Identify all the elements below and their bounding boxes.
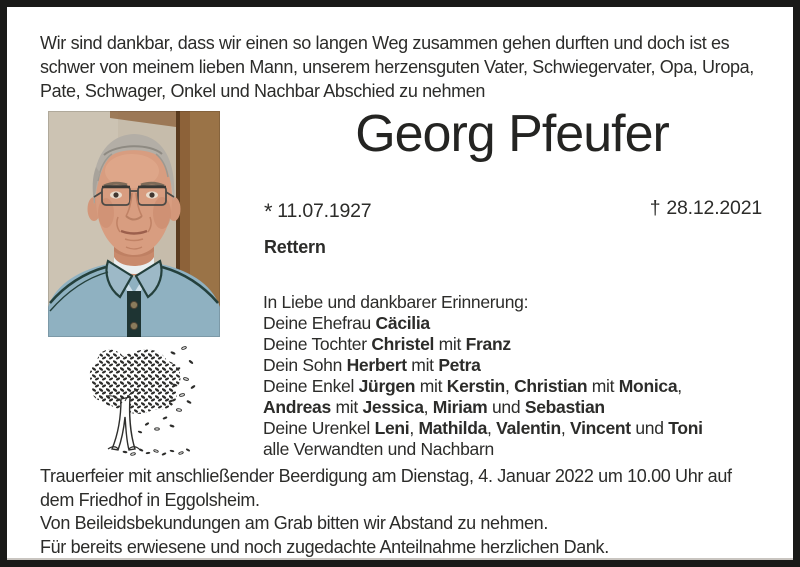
- thanks-line: Für bereits erwiesene und noch zugedachte Anteilnahme herzlichen Dank.: [40, 536, 609, 557]
- family-line-grandchildren-2: Andreas mit Jessica, Miriam und Sebastian: [263, 397, 605, 417]
- death-date-value: 28.12.2021: [666, 197, 762, 219]
- intro-line-1: Wir sind dankbar, dass wir einen so langen Weg zusammen gehen durften und doch ist es: [40, 33, 730, 53]
- family-line-grandchildren-1: Deine Enkel Jürgen mit Kerstin, Christian mit Monica,: [263, 376, 682, 396]
- family-line-daughter: Deine Tochter Christel mit Franz: [263, 334, 511, 354]
- birth-date: [264, 197, 371, 223]
- death-cross-icon: †: [649, 197, 661, 219]
- family-line-great-grandchildren: Deine Urenkel Leni, Mathilda, Valentin, Vincent und Toni: [263, 418, 703, 438]
- born-star-icon: *: [264, 199, 273, 224]
- family-line-relatives: alle Verwandten und Nachbarn: [263, 439, 494, 459]
- falling-leaves-tree-icon: [85, 339, 200, 457]
- memorial-heading: In Liebe und dankbarer Erinnerung:: [263, 292, 529, 312]
- condolence-line: Von Beileidsbekundungen am Grab bitten wir Abstand zu nehmen.: [40, 513, 548, 533]
- family-line-wife: Deine Ehefrau Cäcilia: [263, 313, 430, 333]
- death-date: [650, 197, 762, 223]
- funeral-line-1: Trauerfeier mit anschließender Beerdigung am Dienstag, 4. Januar 2022 um 10.00 Uhr auf: [40, 466, 732, 486]
- portrait-photo: [48, 111, 220, 337]
- dates-row: [264, 197, 762, 223]
- memorial-list: [263, 292, 703, 460]
- elderly-man-portrait: [48, 111, 220, 337]
- place-name: Rettern: [264, 237, 326, 257]
- deceased-name: Georg Pfeufer: [355, 105, 669, 163]
- intro-line-3: Pate, Schwager, Onkel und Nachbar Abschied zu nehmen: [40, 81, 486, 101]
- intro-text: [40, 31, 754, 103]
- funeral-line-2: dem Friedhof in Eggolsheim.: [40, 489, 260, 510]
- funeral-info: [40, 465, 732, 559]
- tree-illustration: [85, 339, 200, 457]
- intro-line-2: schwer von meinem lieben Mann, unserem herzensguten Vater, Schwiegervater, Opa, Uropa,: [40, 57, 754, 77]
- birth-date-value: 11.07.1927: [277, 200, 372, 222]
- family-line-son: Dein Sohn Herbert mit Petra: [263, 355, 481, 375]
